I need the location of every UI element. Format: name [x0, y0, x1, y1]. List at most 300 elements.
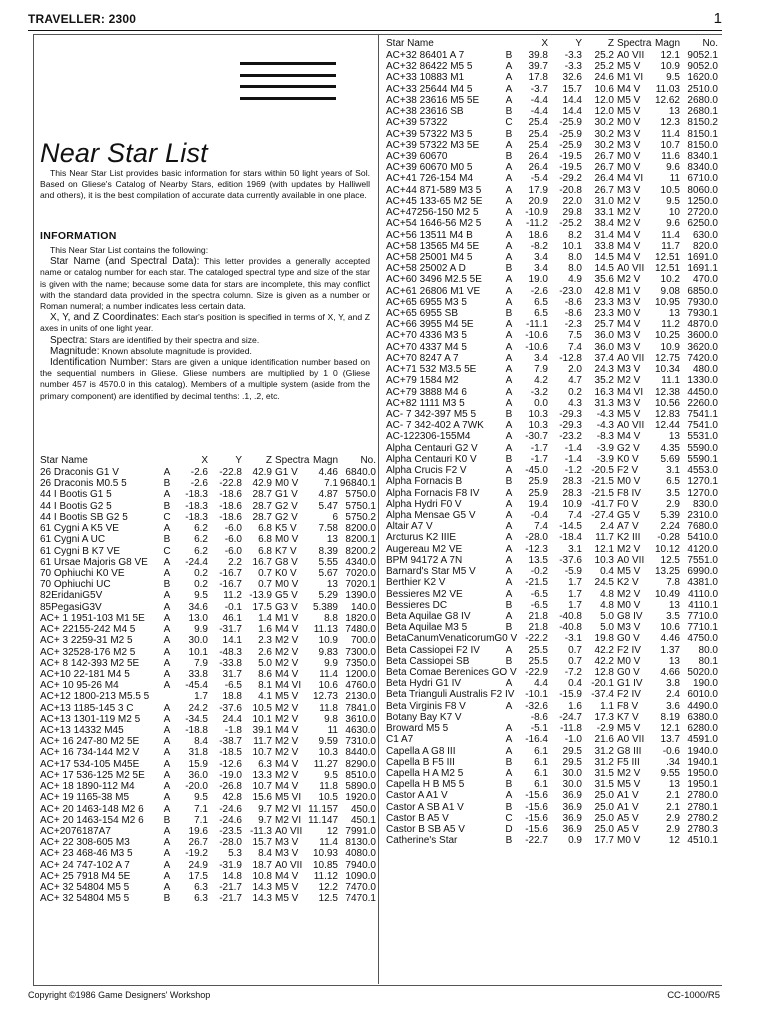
id-cell: 6010.0	[687, 689, 718, 701]
star-name-cell: 44 I Bootis G2 5	[40, 500, 112, 512]
decorative-rules	[240, 62, 336, 108]
id-cell: 4870.0	[687, 319, 718, 331]
id-cell: 8200.2	[345, 545, 376, 557]
document-title: Near Star List	[40, 138, 208, 168]
table-row	[386, 824, 718, 835]
table-row	[386, 746, 718, 757]
star-name-cell: AC+79 3888 M4 6	[386, 386, 467, 398]
component-cell: A	[505, 195, 513, 207]
y-cell: 29.5	[562, 745, 582, 757]
x-cell: 7.1	[194, 814, 208, 826]
x-cell: -45.0	[525, 465, 548, 477]
magnitude-cell: 13.7	[660, 734, 680, 746]
component-cell: A	[163, 702, 171, 714]
spectra-cell: M2 VI	[275, 803, 302, 815]
x-cell: 4.4	[534, 678, 548, 690]
magnitude-cell: 3.6	[666, 700, 680, 712]
x-cell: -45.4	[185, 680, 208, 692]
y-cell: 14.4	[562, 94, 582, 106]
z-cell: -21.5	[591, 476, 614, 488]
id-cell: 7930.0	[687, 296, 718, 308]
table-row	[386, 633, 718, 644]
magnitude-cell: 12.1	[660, 50, 680, 61]
star-name-cell: BetaCanumVenaticorumG0 V	[386, 633, 518, 645]
x-cell: 39.7	[528, 61, 548, 73]
table-row	[40, 815, 376, 826]
spectra-cell: F2 IV	[617, 644, 641, 656]
x-cell: -15.6	[525, 790, 548, 802]
z-cell: 42.8	[594, 285, 614, 297]
z-cell: 14.3	[252, 893, 272, 905]
spectra-cell: M2 V	[617, 588, 641, 600]
id-cell: 2780.1	[687, 801, 718, 813]
y-cell: 2.0	[568, 364, 582, 376]
x-cell: 20.9	[528, 195, 548, 207]
spectra-cell: A0 VII	[275, 859, 303, 871]
spectra-cell: K2 III	[617, 532, 641, 544]
x-cell: -19.2	[185, 848, 208, 860]
z-cell: 28.7	[252, 489, 272, 501]
table-row	[40, 871, 376, 882]
table-row	[386, 656, 718, 667]
table-row	[40, 781, 376, 792]
id-cell: 1330.0	[687, 375, 718, 387]
star-name-cell: BPM 94172 A 7N	[386, 554, 463, 566]
y-cell: -18.6	[219, 511, 242, 523]
spectra-cell: M4 V	[617, 240, 641, 252]
id-cell: 2780.3	[687, 824, 718, 836]
table-row	[386, 779, 718, 790]
spectra-cell: A7 V	[617, 521, 639, 533]
magnitude-cell: 9.08	[660, 285, 680, 297]
magnitude-cell: 12.3	[660, 117, 680, 129]
star-name-cell: AC+41 726-154 M4	[386, 173, 474, 185]
x-cell: -2.6	[190, 467, 208, 478]
star-name-cell: AC+ 16 247-80 M2 5E	[40, 736, 140, 748]
star-name-cell: 44 I Bootis G1 5	[40, 489, 112, 501]
star-name-cell: AC+38 23616 SB	[386, 106, 464, 118]
component-cell: B	[163, 893, 171, 905]
z-cell: 42.9	[252, 467, 272, 478]
table-row	[40, 568, 376, 579]
y-cell: 1.6	[568, 700, 582, 712]
magnitude-cell: 4.35	[660, 442, 680, 454]
z-cell: 8.4	[258, 848, 272, 860]
component-cell: A	[163, 882, 171, 894]
component-cell: A	[163, 713, 171, 725]
id-cell: 2260.0	[687, 397, 718, 409]
star-name-cell: AC+13 1185-145 3 C	[40, 702, 134, 714]
component-cell: A	[505, 229, 513, 241]
x-cell: 17.5	[188, 870, 208, 882]
id-cell: 8150.0	[687, 139, 718, 151]
y-cell: 8.0	[568, 263, 582, 275]
magnitude-cell: 13	[668, 106, 680, 118]
page-header	[28, 10, 722, 28]
id-cell: 7420.0	[687, 352, 718, 364]
id-cell: 80.1	[698, 655, 718, 667]
y-cell: -6.0	[224, 545, 242, 557]
table-row	[40, 523, 376, 534]
y-cell: -1.4	[564, 453, 582, 465]
x-cell: -11.1	[525, 319, 548, 331]
x-cell: -28.0	[525, 532, 548, 544]
star-name-cell: Arcturus K2 IIIE	[386, 532, 457, 544]
id-cell: 7310.0	[345, 736, 376, 748]
table-row	[386, 173, 718, 184]
table-row	[40, 882, 376, 893]
z-cell: 31.2	[594, 745, 614, 757]
magnitude-cell: 6	[332, 511, 338, 523]
y-cell: -6.0	[224, 534, 242, 546]
table-row	[386, 622, 718, 633]
z-cell: 4.8	[600, 588, 614, 600]
table-row	[40, 703, 376, 714]
x-cell: -18.8	[185, 725, 208, 737]
spectra-cell: A0 VII	[617, 420, 645, 432]
x-cell: 25.4	[528, 139, 548, 151]
table-row	[40, 736, 376, 747]
star-name-cell: 70 Ophiuchi UC	[40, 579, 111, 591]
intro-text: This Near Star List provides basic information for stars within 50 light years of Sol. Based on Gliese's Catalog of Nearby Stars, edition 1969 (with updates by Halliwell and others), it is the best compilation of accurate data currently available in one place.	[40, 168, 370, 201]
component-cell: A	[505, 296, 513, 308]
spectra-cell: A1 V	[617, 801, 639, 813]
component-cell: A	[163, 747, 171, 759]
info-intro: This Near Star List contains the following:	[50, 245, 209, 255]
z-cell: 2.4	[600, 521, 614, 533]
table-row	[40, 602, 376, 613]
star-name-cell: AC+54 1646-56 M2 5	[386, 218, 482, 230]
spectra-cell: G8 V	[275, 556, 298, 568]
id-cell: 5020.0	[687, 667, 718, 679]
magnitude-cell: 10.49	[654, 588, 680, 600]
star-name-cell: Alpha Centauri G2 V	[386, 442, 478, 454]
spectra-cell: A0 VII	[617, 554, 645, 566]
id-cell: 5750.0	[345, 489, 376, 501]
table-row	[386, 521, 718, 532]
spectra-cell: M3 V	[617, 296, 641, 308]
y-cell: 36.9	[562, 801, 582, 813]
col-star-name: Star Name	[40, 455, 88, 466]
id-cell: 7541.1	[687, 409, 718, 420]
spectra-desc	[40, 335, 370, 346]
spectra-cell: G2 V	[617, 442, 640, 454]
id-cell: 96840.1	[339, 478, 376, 490]
z-cell: 14.5	[594, 263, 614, 275]
component-cell: A	[505, 588, 513, 600]
table-row	[40, 635, 376, 646]
z-cell: 33.8	[594, 240, 614, 252]
x-cell: 24.9	[188, 859, 208, 871]
x-cell: 34.6	[188, 601, 208, 613]
star-name-cell: AC+33 25644 M4 5	[386, 83, 473, 95]
magnitude-cell: 9.9	[324, 657, 338, 669]
star-name-cell: AC+ 10 95-26 M4	[40, 680, 119, 692]
x-cell: 33.8	[188, 668, 208, 680]
id-cell: 6840.0	[345, 467, 376, 478]
magnitude-cell: 9.5	[324, 769, 338, 781]
magnitude-cell: 10.2	[660, 274, 680, 286]
x-cell: -12.3	[525, 543, 548, 555]
x-cell: 31.8	[188, 747, 208, 759]
z-cell: 13.3	[252, 769, 272, 781]
spectra-cell: F8 V	[617, 700, 639, 712]
y-cell: -28.0	[219, 837, 242, 849]
y-cell: -7.2	[564, 667, 582, 679]
x-cell: -10.9	[525, 207, 548, 219]
table-row	[386, 577, 718, 588]
component-cell: A	[163, 657, 171, 669]
spectra-cell: K7 V	[617, 711, 639, 723]
component-cell: B	[505, 622, 513, 634]
star-name-cell: Alpha Mensae G5 V	[386, 509, 476, 521]
x-cell: 25.9	[528, 476, 548, 488]
component-cell: A	[163, 826, 171, 837]
table-row	[386, 106, 718, 117]
spectra-cell: M4 V	[275, 624, 299, 636]
id-cell: 6380.0	[687, 711, 718, 723]
y-cell: 5.3	[228, 848, 242, 860]
col-star-name: Star Name	[386, 38, 434, 49]
component-cell: A	[505, 330, 513, 342]
id-cell: 8290.0	[345, 758, 376, 770]
spectra-cell: M5 VI	[275, 792, 302, 804]
z-cell: 12.0	[594, 94, 614, 106]
spectra-cell: K0 V	[617, 453, 639, 465]
id-cell: 4510.1	[687, 835, 718, 847]
y-cell: -31.7	[219, 624, 242, 636]
component-cell: A	[505, 364, 513, 376]
star-name-cell: AC+39 57322 M3 5	[386, 128, 473, 140]
y-cell: -40.8	[559, 610, 582, 622]
id-cell: 4381.0	[687, 577, 718, 589]
z-cell: 12.8	[594, 667, 614, 679]
id-cell: 2680.0	[687, 94, 718, 106]
table-row	[386, 589, 718, 600]
spectra-cell: M3 V	[617, 622, 641, 634]
id-cell: 5750.1	[345, 500, 376, 512]
magnitude-cell: 7.8	[666, 577, 680, 589]
magnitude-cell: 11.8	[319, 781, 338, 793]
y-cell: -25.9	[559, 139, 582, 151]
magnitude-cell: 12.51	[654, 263, 680, 275]
table-row	[386, 50, 718, 61]
id-cell: 2780.0	[687, 790, 718, 802]
x-cell: 24.2	[188, 702, 208, 714]
table-row	[386, 566, 718, 577]
y-cell: -19.5	[559, 150, 582, 162]
y-cell: -23.2	[559, 431, 582, 443]
star-name-cell: AC+71 532 M3.5 5E	[386, 364, 477, 376]
z-cell: 5.0	[600, 610, 614, 622]
y-cell: 2.2	[228, 556, 242, 568]
star-name-cell: AC+ 20 1463-154 M2 6	[40, 814, 144, 826]
y-cell: -12.8	[559, 352, 582, 364]
table-row	[386, 342, 718, 353]
magnitude-cell: 12.44	[654, 420, 680, 432]
star-name-cell: Beta Aquilae M3 5	[386, 622, 468, 634]
table-row	[40, 792, 376, 803]
spectra-cell: M2 V	[617, 218, 641, 230]
col-component	[502, 38, 516, 50]
star-name-cell: Berthier K2 V	[386, 577, 446, 589]
star-name-cell: Castor B SB A5 V	[386, 824, 465, 836]
spectra-label: Spectra:	[50, 334, 88, 346]
magnitude-cell: 11.12	[313, 870, 338, 882]
y-cell: -48.3	[219, 646, 242, 658]
star-name-cell: AC+ 23 468-46 M3 5	[40, 848, 133, 860]
z-cell: 16.3	[594, 386, 614, 398]
id-label: Identification Number:	[50, 357, 149, 369]
magnitude-cell: 3.5	[666, 610, 680, 622]
spectra-cell: M4 V	[275, 668, 299, 680]
y-cell: 10.9	[562, 498, 582, 510]
y-cell: -15.9	[559, 689, 582, 701]
magnitude-cell: 12.83	[654, 409, 680, 420]
magnitude-cell: 11.27	[313, 758, 338, 770]
magnitude-cell: 5.389	[312, 601, 338, 613]
star-name-cell: AC+58 13565 M4 5E	[386, 240, 480, 252]
component-cell: A	[505, 162, 513, 174]
magnitude-cell: 11	[327, 725, 338, 737]
x-cell: 6.3	[194, 882, 208, 894]
magnitude-cell: 7.1	[324, 478, 338, 490]
component-cell: A	[163, 556, 171, 568]
table-row	[40, 725, 376, 736]
magnitude-cell: 8.39	[318, 545, 338, 557]
id-cell: 1270.1	[687, 476, 718, 488]
magnitude-cell: 12.5	[318, 893, 338, 905]
star-name-cell: Castor B A5 V	[386, 812, 449, 824]
y-cell: -23.5	[219, 826, 242, 837]
id-cell: 1390.0	[345, 590, 376, 602]
z-cell: -8.3	[596, 431, 614, 443]
id-cell: 1090.0	[345, 870, 376, 882]
x-cell: -20.0	[185, 781, 208, 793]
spectra-cell: G3 V	[275, 601, 298, 613]
id-cell: 2130.0	[345, 691, 376, 703]
table-row	[386, 532, 718, 543]
id-cell: 4110.1	[688, 599, 718, 611]
table-row	[386, 274, 718, 285]
component-cell: A	[505, 509, 513, 521]
z-cell: 4.1	[258, 691, 272, 703]
star-name-cell: Alpha Fornacis B	[386, 476, 463, 488]
z-cell: 42.2	[594, 644, 614, 656]
magnitude-cell: 11.8	[319, 702, 338, 714]
star-name-cell: Bessieres DC	[386, 599, 448, 611]
component-cell: A	[505, 678, 513, 690]
component-cell: A	[163, 523, 171, 535]
magnitude-cell: 4.66	[660, 667, 680, 679]
x-cell: 21.8	[528, 610, 548, 622]
table-row	[40, 747, 376, 758]
star-name-cell: AC+39 57322 M3 5E	[386, 139, 480, 151]
y-cell: 22.0	[562, 195, 582, 207]
component-cell: A	[163, 848, 171, 860]
table-row	[386, 465, 718, 476]
magnitude-cell: 11.03	[655, 83, 680, 95]
spectra-cell: M4 VI	[617, 173, 644, 185]
star-name-cell: AC+61 26806 M1 VE	[386, 285, 481, 297]
spectra-cell: M2 V	[617, 207, 641, 219]
z-cell: 28.7	[252, 500, 272, 512]
magnitude-text: Known absolute magnitude is provided.	[101, 345, 252, 356]
information-section	[40, 245, 370, 402]
component-cell: B	[163, 814, 171, 826]
y-cell: 14.1	[222, 635, 242, 647]
z-cell: 21.6	[594, 734, 614, 746]
y-cell: 36.9	[562, 824, 582, 836]
x-cell: 26.7	[188, 837, 208, 849]
star-name-cell: AC- 7 342-402 A 7WK	[386, 420, 484, 432]
star-name-cell: 26 Draconis G1 V	[40, 467, 119, 478]
z-cell: 6.8	[258, 523, 272, 535]
component-cell: A	[505, 319, 513, 331]
id-cell: 7350.0	[345, 657, 376, 669]
component-cell: A	[505, 543, 513, 555]
id-cell: 8150.1	[687, 128, 718, 140]
y-cell: -18.5	[219, 747, 242, 759]
x-cell: -0.4	[530, 509, 548, 521]
z-cell: 2.6	[258, 646, 272, 658]
star-name-cell: AC+ 25 7918 M4 5E	[40, 870, 131, 882]
id-cell: 2510.0	[687, 83, 718, 95]
spectra-cell: M5 V	[617, 566, 641, 578]
table-row	[386, 364, 718, 375]
z-cell: 25.7	[594, 319, 614, 331]
component-cell: A	[505, 397, 513, 409]
star-name-cell: Beta Cassiopei F2 IV	[386, 644, 480, 656]
component-cell: A	[163, 792, 171, 804]
col-no: No.	[360, 455, 376, 466]
id-cell: 7470.1	[345, 893, 376, 905]
star-name-cell: AC+70 8247 A 7	[386, 352, 459, 364]
x-cell: 10.3	[528, 409, 548, 420]
component-cell: B	[505, 779, 513, 791]
table-row	[40, 501, 376, 512]
table-row	[386, 420, 718, 431]
component-cell: A	[163, 769, 171, 781]
x-cell: -15.6	[525, 824, 548, 836]
table-row	[386, 230, 718, 241]
table-row	[386, 117, 718, 128]
magnitude-cell: 5.69	[660, 453, 680, 465]
id-cell: 8340.0	[687, 162, 718, 174]
spectra-cell: A5 V	[617, 824, 639, 836]
spectra-cell: M2 V	[617, 195, 641, 207]
y-cell: -31.9	[219, 859, 242, 871]
y-cell: -18.4	[559, 532, 582, 544]
z-cell: -41.7	[591, 498, 614, 510]
magnitude-cell: 11.4	[319, 837, 338, 849]
y-cell: 0.7	[568, 644, 582, 656]
star-name-cell: AC+32 86401 A 7	[386, 50, 465, 61]
component-cell: A	[163, 489, 171, 501]
y-cell: 11.2	[223, 590, 242, 602]
magnitude-cell: 10.25	[654, 330, 680, 342]
y-cell: -29.3	[559, 409, 582, 420]
x-cell: -1.7	[530, 453, 548, 465]
z-cell: 25.2	[594, 61, 614, 73]
magnitude-cell: 10.12	[654, 543, 680, 555]
table-row	[386, 645, 718, 656]
x-cell: -15.6	[525, 801, 548, 813]
col-spectra: Spectra	[275, 455, 310, 466]
z-cell: 26.7	[594, 150, 614, 162]
x-cell: -10.6	[525, 341, 548, 353]
z-cell: 25.0	[594, 790, 614, 802]
